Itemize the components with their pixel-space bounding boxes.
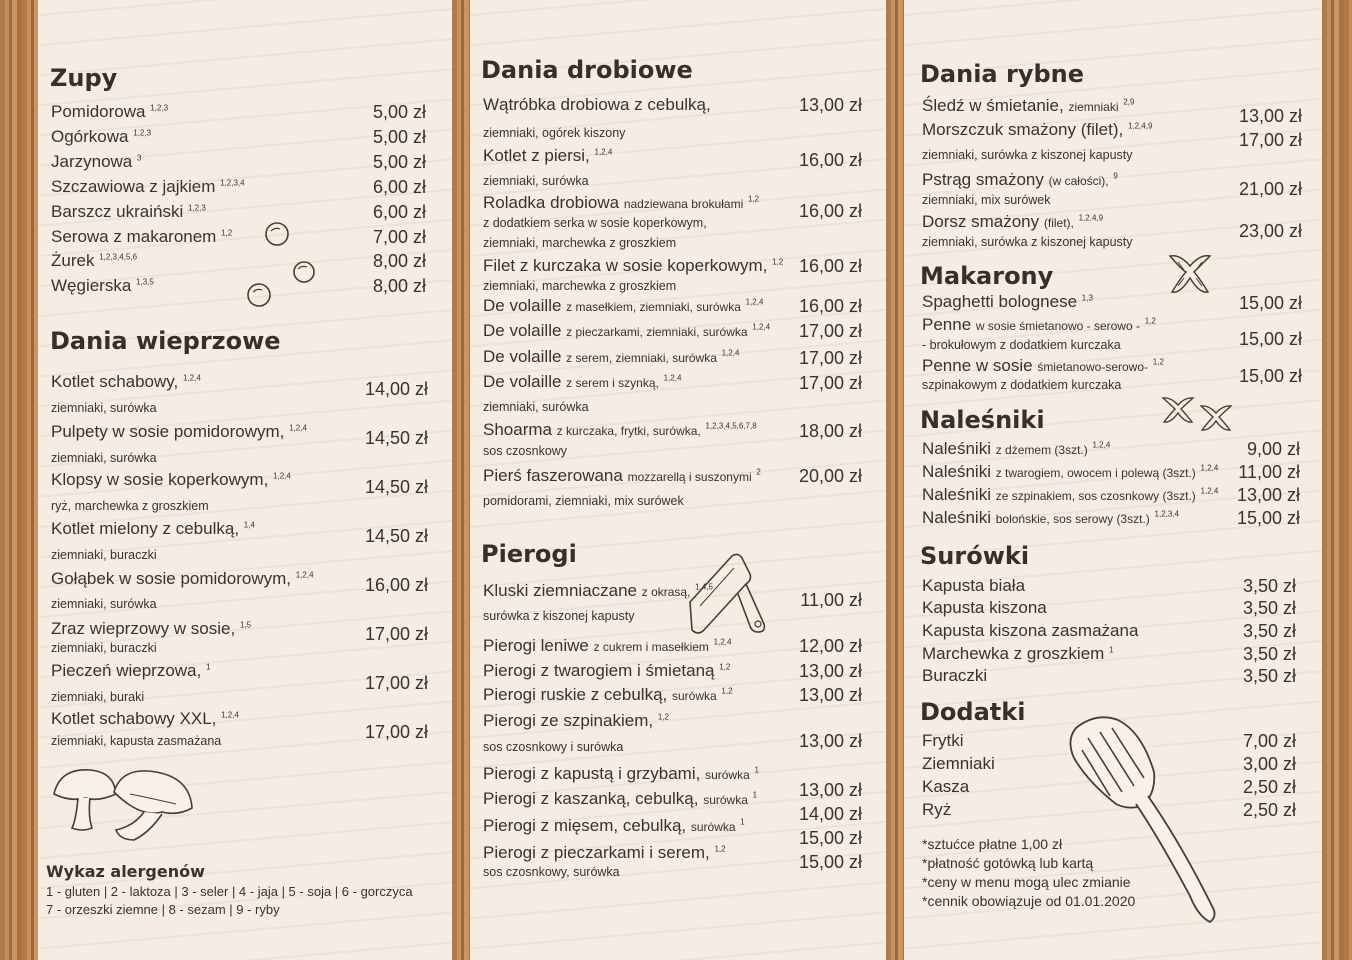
item-name-text: Kotlet mielony z cebulką, [51,519,240,538]
menu-item-name [922,598,1047,618]
menu-item-price: 13,00 zł [798,780,862,800]
allergen-codes: 1,2,3,4,5,6 [99,252,138,262]
menu-item-subtext: ziemniaki, surówka [51,401,157,415]
menu-item-subtext: surówka z kiszonej kapusty [483,609,635,623]
menu-item-subtext: ziemniaki, surówka [51,451,157,465]
item-name-text: Ziemniaki [922,754,995,773]
menu-item-price: 13,00 zł [1236,485,1300,505]
item-description: z pieczarkami, ziemniaki, surówka [566,325,748,339]
menu-item-name [51,661,210,681]
allergen-codes: 1,2 [721,686,733,696]
menu-item-subtext: sos czosnkowy [483,444,568,458]
allergen-codes: 1,2,3,4,5,6,7,8 [705,421,757,431]
menu-item-name [51,276,154,296]
allergen-codes: 1,2,4 [1200,486,1219,496]
menu-item-price: 20,00 zł [798,466,862,486]
item-name-text: Śledź w śmietanie, [922,96,1064,115]
menu-item-name [483,764,759,784]
menu-item-subtext: ziemniaki, surówka [483,400,589,414]
allergen-codes: 1,2,4 [752,322,771,332]
menu-item-name [483,256,783,276]
menu-item-price: 15,00 zł [798,852,862,872]
item-name-text: Dorsz smażony [922,212,1040,231]
allergen-codes: 1,2,4 [745,297,764,307]
section-title-drobiowe: Dania drobiowe [481,56,693,84]
menu-item-price: 6,00 zł [372,202,426,222]
menu-item-name [51,102,168,122]
menu-item-subtext: szpinakowym z dodatkiem kurczaka [922,378,1122,392]
wood-divider-2 [886,0,904,960]
item-name-text: Pstrąg smażony [922,170,1044,189]
menu-item-name [483,372,681,392]
menu-item-name [922,777,969,797]
menu-item-name [922,439,1110,459]
menu-item-price: 15,00 zł [798,828,862,848]
section-title-zupy: Zupy [50,64,118,92]
item-description: z twarogiem, owocem i polewą (3szt.) [995,466,1196,480]
note-2: *płatność gotówką lub kartą [922,855,1094,871]
menu-item-price: 2,50 zł [1242,800,1296,820]
item-name-text: Buraczki [922,666,988,685]
menu-item-price: 3,50 zł [1242,576,1296,596]
item-description: surówka [703,793,748,807]
item-name-text: Serowa z makaronem [51,227,217,246]
menu-item-price: 15,00 zł [1236,508,1300,528]
menu-item-price: 21,00 zł [1238,179,1302,199]
menu-item-name [922,120,1152,140]
item-name-text: Kapusta biała [922,576,1026,595]
menu-item-name [483,146,612,166]
allergen-codes: 1 [754,765,759,775]
peppercorn-icon [246,282,272,308]
item-name-text: Pierogi leniwe [483,636,589,655]
item-description: z cukrem i masełkiem [593,640,709,654]
allergen-codes: 1,2,4 [221,710,239,720]
allergen-codes: 1,2,4,9 [1127,121,1153,131]
menu-item-subtext: sos czosnkowy i surówka [483,740,624,754]
menu-item-price: 16,00 zł [798,296,862,316]
allergen-codes: 1,2,3,4 [220,178,245,188]
menu-item-price: 7,00 zł [1242,731,1296,751]
item-name-text: Kapusta kiszona zasmażana [922,621,1139,640]
allergen-codes: 1,3 [1081,293,1093,303]
menu-item-price: 17,00 zł [798,348,862,368]
allergen-codes: 1,2,4 [1092,440,1111,450]
menu-item-name [483,636,731,656]
menu-item-subtext-2: ziemniaki, marchewka z groszkiem [483,236,677,250]
menu-item-name [51,422,307,442]
wood-border-right [1322,0,1352,960]
menu-item-subtext: sos czosnkowy, surówka [483,865,620,879]
menu-item-name [51,519,255,539]
allergen-codes: 1,2 [1152,357,1164,367]
peppercorn-icon [264,221,290,247]
allergens-title: Wykaz alergenów [46,862,205,881]
item-name-text: Marchewka z groszkiem [922,644,1105,663]
item-name-text: Penne [922,315,972,334]
item-name-text: Ryż [922,800,952,819]
menu-item-price: 11,00 zł [1238,462,1300,482]
menu-item-price: 5,00 zł [372,127,426,147]
menu-item-name [483,789,757,809]
menu-item-name [922,356,1164,376]
allergen-codes: 2 [756,467,761,477]
item-name-text: Spaghetti bolognese [922,292,1078,311]
section-title-makarony: Makarony [920,262,1054,290]
item-name-text: Ogórkowa [51,127,129,146]
menu-item-name [922,462,1218,482]
menu-item-price: 16,00 zł [798,150,862,170]
menu-item-price: 7,00 zł [372,227,426,247]
menu-item-subtext: z dodatkiem serka w sosie koperkowym, [483,216,707,230]
menu-item-name [483,843,726,863]
allergen-codes: 1,2,4 [721,348,740,358]
item-name-text: Pierogi z kaszanką, cebulką, [483,789,699,808]
menu-item-price: 3,50 zł [1242,666,1296,686]
menu-item-name [51,709,239,729]
allergen-codes: 1,4 [243,520,255,530]
menu-item-price: 16,00 zł [364,575,428,595]
menu-item-price: 23,00 zł [1238,221,1302,241]
menu-item-name [922,731,964,751]
item-name-text: Shoarma [483,420,552,439]
menu-item-price: 13,00 zł [1238,106,1302,126]
menu-item-name [922,212,1103,232]
mushroom-icon [50,764,200,844]
menu-item-name [922,666,987,686]
menu-item-name [483,420,757,440]
item-name-text: Pierogi z pieczarkami i serem, [483,843,710,862]
menu-item-price: 16,00 zł [798,201,862,221]
allergen-codes: 1,2 [1144,316,1156,326]
allergen-codes: 1,2 [714,844,726,854]
item-name-text: Kapusta kiszona [922,598,1047,617]
menu-item-subtext: ziemniaki, buraczki [51,641,157,655]
item-description: bolońskie, sos serowy (3szt.) [995,512,1150,526]
menu-item-price: 5,00 zł [372,102,426,122]
note-4: *cennik obowiązuje od 01.01.2020 [922,893,1136,909]
menu-item-price: 18,00 zł [798,421,862,441]
menu-item-name [51,372,201,392]
pasta-bow-icon [1160,392,1196,428]
item-name-text: Szczawiowa z jajkiem [51,177,216,196]
item-description: (filet), [1043,216,1074,230]
menu-item-name [483,466,761,486]
menu-item-name [922,170,1118,190]
note-1: *sztućce płatne 1,00 zł [922,836,1063,852]
allergen-codes: 1,2 [221,228,233,238]
menu-item-subtext: ziemniaki, mix surówek [922,193,1051,207]
menu-item-name [483,581,713,601]
allergen-codes: 1 [740,817,745,827]
item-description: śmietanowo-serowo- [1037,360,1149,374]
allergen-codes: 1,3,5 [136,277,154,287]
item-name-text: Naleśniki [922,462,991,481]
item-description: ziemniaki [1068,100,1119,114]
allergen-codes: 1,4,5 [695,582,713,592]
allergen-codes: 3 [137,153,142,163]
menu-item-price: 14,50 zł [364,477,428,497]
menu-item-name [922,576,1025,596]
menu-item-price: 13,00 zł [798,685,862,705]
menu-item-name [51,619,251,639]
item-name-text: De volaille [483,296,562,315]
item-description: mozzarellą i suszonymi [627,470,752,484]
menu-item-subtext: ziemniaki, kapusta zasmażana [51,734,222,748]
menu-item-price: 8,00 zł [372,251,426,271]
item-name-text: Pierogi ruskie z cebulką, [483,685,668,704]
item-description: surówka [690,820,736,834]
menu-item-price: 13,00 zł [798,661,862,681]
item-name-text: Kotlet schabowy XXL, [51,709,217,728]
menu-item-name [51,470,291,490]
section-title-surowki: Surówki [920,542,1030,570]
allergen-codes: 1,2,4 [663,373,682,383]
item-name-text: Frytki [922,731,964,750]
menu-item-name [51,152,141,172]
item-name-text: Kluski ziemniaczane [483,581,638,600]
allergens-line-1: 1 - gluten | 2 - laktoza | 3 - seler | 4 - jaja | 5 - soja | 6 - gorczyca [46,884,413,899]
item-name-text: Kotlet z piersi, [483,146,590,165]
menu-item-price: 17,00 zł [364,722,428,742]
item-name-text: Pierogi z mięsem, cebulką, [483,816,687,835]
item-name-text: Barszcz ukraiński [51,202,184,221]
menu-item-name [483,95,711,115]
item-name-text: De volaille [483,372,562,391]
menu-item-price: 14,00 zł [364,379,428,399]
item-description: z serem, ziemniaki, surówka [566,351,717,365]
allergen-codes: 1,2,4 [183,373,201,383]
item-description: ze szpinakiem, sos czosnkowy (3szt.) [995,489,1196,503]
allergen-codes: 1,2 [772,257,784,267]
menu-item-name [922,754,995,774]
menu-item-price: 16,00 zł [798,256,862,276]
item-name-text: Pulpety w sosie pomidorowym, [51,422,285,441]
menu-item-name [922,96,1134,116]
menu-item-name [483,685,733,705]
item-description: nadziewana brokułami [623,197,744,211]
item-name-text: Pierogi z kapustą i grzybami, [483,764,701,783]
allergen-codes: 1,2 [657,712,669,722]
item-name-text: Pierś faszerowana [483,466,623,485]
menu-item-price: 17,00 zł [1238,130,1302,150]
menu-item-price: 3,50 zł [1242,598,1296,618]
wood-divider-1 [452,0,470,960]
menu-item-name [922,621,1138,641]
menu-item-subtext: ziemniaki, surówka [51,597,157,611]
menu-item-name [922,644,1114,664]
menu-item-name [483,347,739,367]
item-description: z serem i szynką, [566,376,659,390]
menu-item-name [483,296,763,316]
menu-item-name [51,227,232,247]
note-3: *ceny w menu mogą ulec zmianie [922,874,1131,890]
item-name-text: Wątróbka drobiowa z cebulką, [483,95,711,114]
item-description: z okrasą, [641,585,691,599]
item-name-text: Kotlet schabowy, [51,372,179,391]
item-description: z kurczaka, frytki, surówka, [556,424,701,438]
item-name-text: Żurek [51,251,95,270]
menu-item-subtext: ziemniaki, ogórek kiszony [483,126,626,140]
menu-item-price: 17,00 zł [798,321,862,341]
menu-item-name [483,193,759,213]
menu-item-price: 15,00 zł [1238,293,1302,313]
item-name-text: Naleśniki [922,485,991,504]
item-name-text: Naleśniki [922,439,991,458]
menu-item-subtext: ziemniaki, surówka z kiszonej kapusty [922,148,1133,162]
item-description: z masełkiem, ziemniaki, surówka [566,300,741,314]
menu-item-price: 8,00 zł [372,276,426,296]
menu-item-name [51,127,151,147]
section-title-wieprzowe: Dania wieprzowe [50,327,281,355]
allergen-codes: 1,2,4 [713,637,732,647]
menu-item-name [51,177,245,197]
menu-item-price: 13,00 zł [798,731,862,751]
section-title-pierogi: Pierogi [481,540,577,568]
item-name-text: Zraz wieprzowy w sosie, [51,619,236,638]
item-name-text: De volaille [483,321,562,340]
allergen-codes: 2,9 [1123,97,1135,107]
menu-item-subtext: ziemniaki, marchewka z groszkiem [483,279,677,293]
wood-border-left [0,0,38,960]
menu-item-price: 3,50 zł [1242,621,1296,641]
menu-item-name [922,292,1093,312]
item-name-text: Jarzynowa [51,152,133,171]
menu-item-price: 2,50 zł [1242,777,1296,797]
allergen-codes: 1,5 [239,620,252,630]
menu-item-name [922,315,1156,335]
allergen-codes: 1,2,4,9 [1078,213,1104,223]
pasta-bow-icon [1198,400,1234,436]
allergen-codes: 1 [205,662,211,672]
menu-item-name [922,508,1179,528]
item-name-text: Filet z kurczaka w sosie koperkowym, [483,256,768,275]
item-description: w sosie śmietanowo - serowo - [975,319,1140,333]
item-name-text: Penne w sosie [922,356,1033,375]
menu-item-subtext: ziemniaki, surówka z kiszonej kapusty [922,235,1133,249]
menu-item-price: 14,50 zł [364,526,428,546]
menu-item-price: 17,00 zł [364,624,428,644]
item-name-text: Naleśniki [922,508,991,527]
item-name-text: Pierogi ze szpinakiem, [483,711,654,730]
menu-item-name [922,800,951,820]
allergen-codes: 1,2,4 [289,423,307,433]
item-name-text: Kasza [922,777,970,796]
menu-item-name [51,569,314,589]
menu-item-price: 15,00 zł [1238,366,1302,386]
menu-item-subtext: ziemniaki, surówka [483,174,589,188]
menu-item-price: 14,00 zł [798,804,862,824]
menu-item-price: 13,00 zł [798,95,862,115]
item-description: surówka [705,768,750,782]
menu-item-price: 14,50 zł [364,428,428,448]
item-name-text: Pierogi z twarogiem i śmietaną [483,661,715,680]
menu-item-subtext: ziemniaki, buraki [51,690,145,704]
menu-item-name [51,202,206,222]
item-description: (w całości), [1048,174,1109,188]
item-name-text: Pomidorowa [51,102,146,121]
menu-item-price: 5,00 zł [372,152,426,172]
allergen-codes: 1,2,4 [1200,463,1219,473]
allergen-codes: 9 [1113,171,1118,181]
allergens-line-2: 7 - orzeszki ziemne | 8 - sezam | 9 - ryby [46,902,280,917]
menu-item-price: 3,50 zł [1242,644,1296,664]
peppercorn-icon [292,260,316,284]
item-name-text: Roladka drobiowa [483,193,620,212]
menu-item-name [922,485,1218,505]
allergen-codes: 1,2,4 [295,570,314,580]
item-name-text: Pieczeń wieprzowa, [51,661,202,680]
item-name-text: Morszczuk smażony (filet), [922,120,1124,139]
item-description: z dżemem (3szt.) [995,443,1088,457]
pasta-bow-icon [1166,250,1214,298]
section-title-nalesniki: Naleśniki [920,406,1045,434]
item-name-text: De volaille [483,347,562,366]
menu-item-price: 11,00 zł [800,590,862,610]
menu-item-name [483,711,669,731]
allergen-codes: 1,2,3 [150,103,169,113]
allergen-codes: 1,2,4 [273,471,291,481]
item-name-text: Gołąbek w sosie pomidorowym, [51,569,291,588]
menu-item-price: 17,00 zł [364,673,428,693]
allergen-codes: 1,2,3 [133,128,152,138]
menu-item-subtext: - brokułowym z dodatkiem kurczaka [922,338,1121,352]
menu-item-price: 12,00 zł [798,636,862,656]
item-description: surówka [672,689,717,703]
allergen-codes: 1,2 [747,194,760,204]
menu-item-price: 15,00 zł [1238,329,1302,349]
menu-item-price: 9,00 zł [1246,439,1300,459]
section-title-rybne: Dania rybne [920,60,1085,88]
menu-item-subtext: pomidorami, ziemniaki, mix surówek [483,494,684,508]
menu-item-price: 17,00 zł [798,373,862,393]
item-name-text: Klopsy w sosie koperkowym, [51,470,269,489]
item-name-text: Węgierska [51,276,132,295]
allergen-codes: 1 [1109,645,1114,655]
section-title-dodatki: Dodatki [920,698,1026,726]
allergen-codes: 1,2,3,4 [1154,509,1179,519]
menu-item-price: 3,00 zł [1242,754,1296,774]
allergen-codes: 1,2 [719,662,731,672]
menu-item-name [483,321,770,341]
menu-item-name [51,251,137,271]
menu-item-name [483,816,745,836]
menu-item-name [483,661,730,681]
menu-item-price: 6,00 zł [372,177,426,197]
menu-item-subtext: ziemniaki, buraczki [51,548,157,562]
menu-item-subtext: ryż, marchewka z groszkiem [51,499,209,513]
allergen-codes: 1 [752,790,758,800]
allergen-codes: 1,2,4 [594,147,613,157]
allergen-codes: 1,2,3 [188,203,206,213]
